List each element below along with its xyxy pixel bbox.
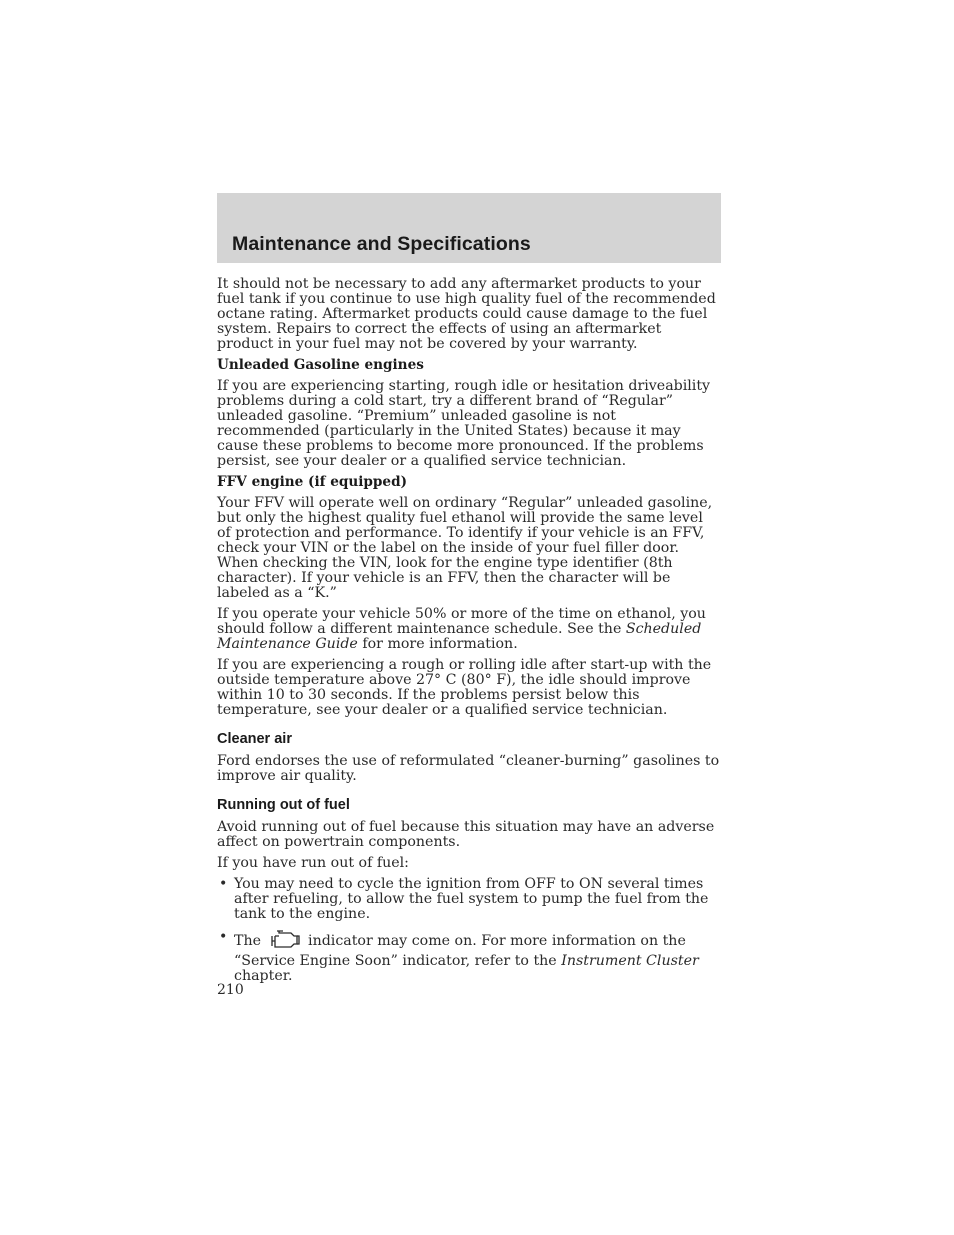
list-item bbox=[217, 930, 721, 984]
bullet-dot: • bbox=[219, 929, 228, 945]
ffv-heading: FFV engine (if equipped) bbox=[217, 474, 408, 490]
bullet2-start: The bbox=[234, 933, 261, 949]
bullet2-end: chapter. bbox=[234, 968, 293, 984]
bullet2-mid: indicator may come on. For more information on the “Service Engine Soon” indicator, refer to the bbox=[234, 933, 686, 969]
page-number: 210 bbox=[217, 982, 244, 998]
ffv-p2-start: If you operate your vehicle 50% or more of the time on ethanol, you should follow a different maintenance schedule. See the bbox=[217, 606, 706, 637]
running-out-heading: Running out of fuel bbox=[217, 797, 350, 813]
running-out-lead: If you have run out of fuel: bbox=[217, 855, 409, 871]
running-out-paragraph: Avoid running out of fuel because this situation may have an adverse affect on powertrain components. bbox=[217, 819, 715, 850]
ffv-paragraph-1: Your FFV will operate well on ordinary “Regular” unleaded gasoline, but only the highest quality fuel ethanol will provide the same level of protection and performance. To identify if your vehicle is an FFV, check your VIN or the label on the inside of your fuel filler door. When checking the VIN, look for the engine type identifier (8th character). If your vehicle is an FFV, then the character will be labeled as a “K.” bbox=[217, 495, 713, 601]
cleaner-air-heading: Cleaner air bbox=[217, 731, 292, 747]
scheduled-maintenance-guide-ref: Scheduled Maintenance Guide bbox=[217, 621, 702, 652]
main-content bbox=[217, 277, 721, 992]
ffv-paragraph-3: If you are experiencing a rough or rolling idle after start-up with the outside temperature above 27° C (80° F), the idle should improve within 10 to 30 seconds. If the problems persist below this temperature, see your dealer or a qualified service technician. bbox=[217, 657, 712, 718]
section-title: Maintenance and Specifications bbox=[232, 233, 531, 255]
engine-icon bbox=[269, 930, 301, 954]
bullet-text-1: You may need to cycle the ignition from OFF to ON several times after refueling, to allow the fuel system to pump the fuel from the tank to the engine. bbox=[234, 876, 709, 922]
ffv-paragraph-2 bbox=[217, 607, 721, 652]
bullet-dot: • bbox=[219, 876, 228, 892]
cleaner-air-paragraph: Ford endorses the use of reformulated “cleaner-burning” gasolines to improve air quality. bbox=[217, 753, 720, 784]
instrument-cluster-ref: Instrument Cluster bbox=[561, 953, 699, 969]
ffv-p2-end: for more information. bbox=[357, 636, 518, 652]
unleaded-heading: Unleaded Gasoline engines bbox=[217, 357, 424, 373]
unleaded-paragraph: If you are experiencing starting, rough idle or hesitation driveability problems during a cold start, try a different brand of “Regular” unleaded gasoline. “Premium” unleaded gasoline is not recommended (particularly in the United States) because it may cause these problems to become more pronounced. If the problems persist, see your dealer or a qualified service technician. bbox=[217, 378, 711, 469]
list-item bbox=[217, 877, 721, 922]
intro-paragraph: It should not be necessary to add any aftermarket products to your fuel tank if you continue to use high quality fuel of the recommended octane rating. Aftermarket products could cause damage to the fuel system. Repairs to correct the effects of using an aftermarket product in your fuel may not be covered by your warranty. bbox=[217, 276, 716, 352]
running-out-list bbox=[217, 877, 721, 984]
